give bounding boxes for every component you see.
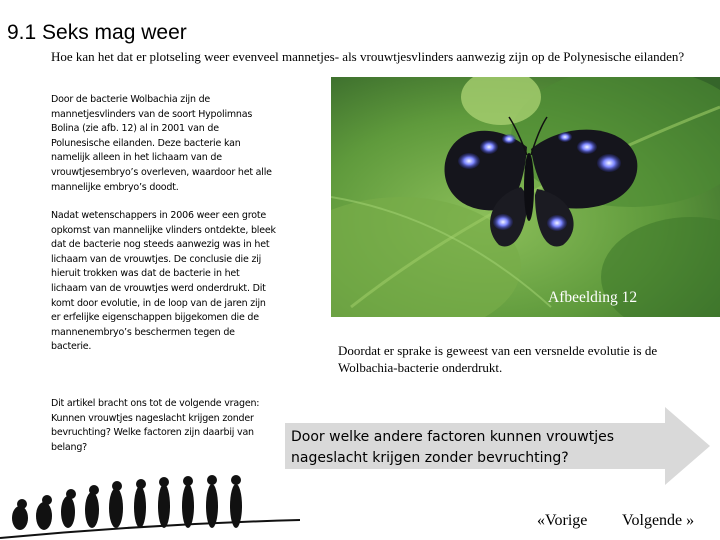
butterfly-photo: [331, 77, 720, 317]
paragraph-wolbachia: Door de bacterie Wolbachia zijn de mannetjesvlinders van de soort Hypolimnas Bolina (zie afb. 12) al in 2001 van de Polunesische eilanden. Deze bacterie kan namelijk alleen in het lichaam van de vrouwtjesembryo’s overleven, waardoor het alle mannelijke embryo’s doodt.: [51, 94, 272, 193]
paragraph-questions: Dit artikel bracht ons tot de volgende vragen: Kunnen vrouwtjes nageslacht krijgen zonder bevruchting? Welke factoren zijn daarbij van belang?: [51, 398, 260, 453]
evolution-silhouettes-icon: [0, 460, 300, 540]
paragraph-evolution: Nadat wetenschappers in 2006 weer een grote opkomst van mannelijke vlinders ontdekte, bleek dat de bacterie nog steeds aanwezig was in het lichaam van de vrouwtjes. De conclusie die zij hieruit trokken was dat de bacterie in het lichaam van de vrouwtjes werd onderdrukt. Dit komt door evolutie, in de loop van de jaren zijn er erfelijke eigenschappen bijgekomen die de mannenembryo’s beschermen tegen de bacterie.: [51, 210, 276, 353]
intro-question: Hoe kan het dat er plotseling weer evenveel mannetjes- als vrouwtjesvlinders aanwezig zijn op de Polynesische eilanden?: [51, 49, 685, 64]
slide-title: 9.1 Seks mag weer: [7, 21, 187, 44]
next-button[interactable]: Volgende »: [622, 512, 695, 529]
image-caption: Afbeelding 12: [548, 289, 638, 306]
butterfly-image: [331, 77, 720, 317]
evolution-note: Doordat er sprake is geweest van een versnelde evolutie is de Wolbachia-bacterie onderdrukt.: [338, 343, 658, 375]
arrow-question: Door welke andere factoren kunnen vrouwtjes nageslacht krijgen zonder bevruchting?: [291, 429, 614, 466]
previous-button[interactable]: «Vorige: [537, 512, 588, 529]
